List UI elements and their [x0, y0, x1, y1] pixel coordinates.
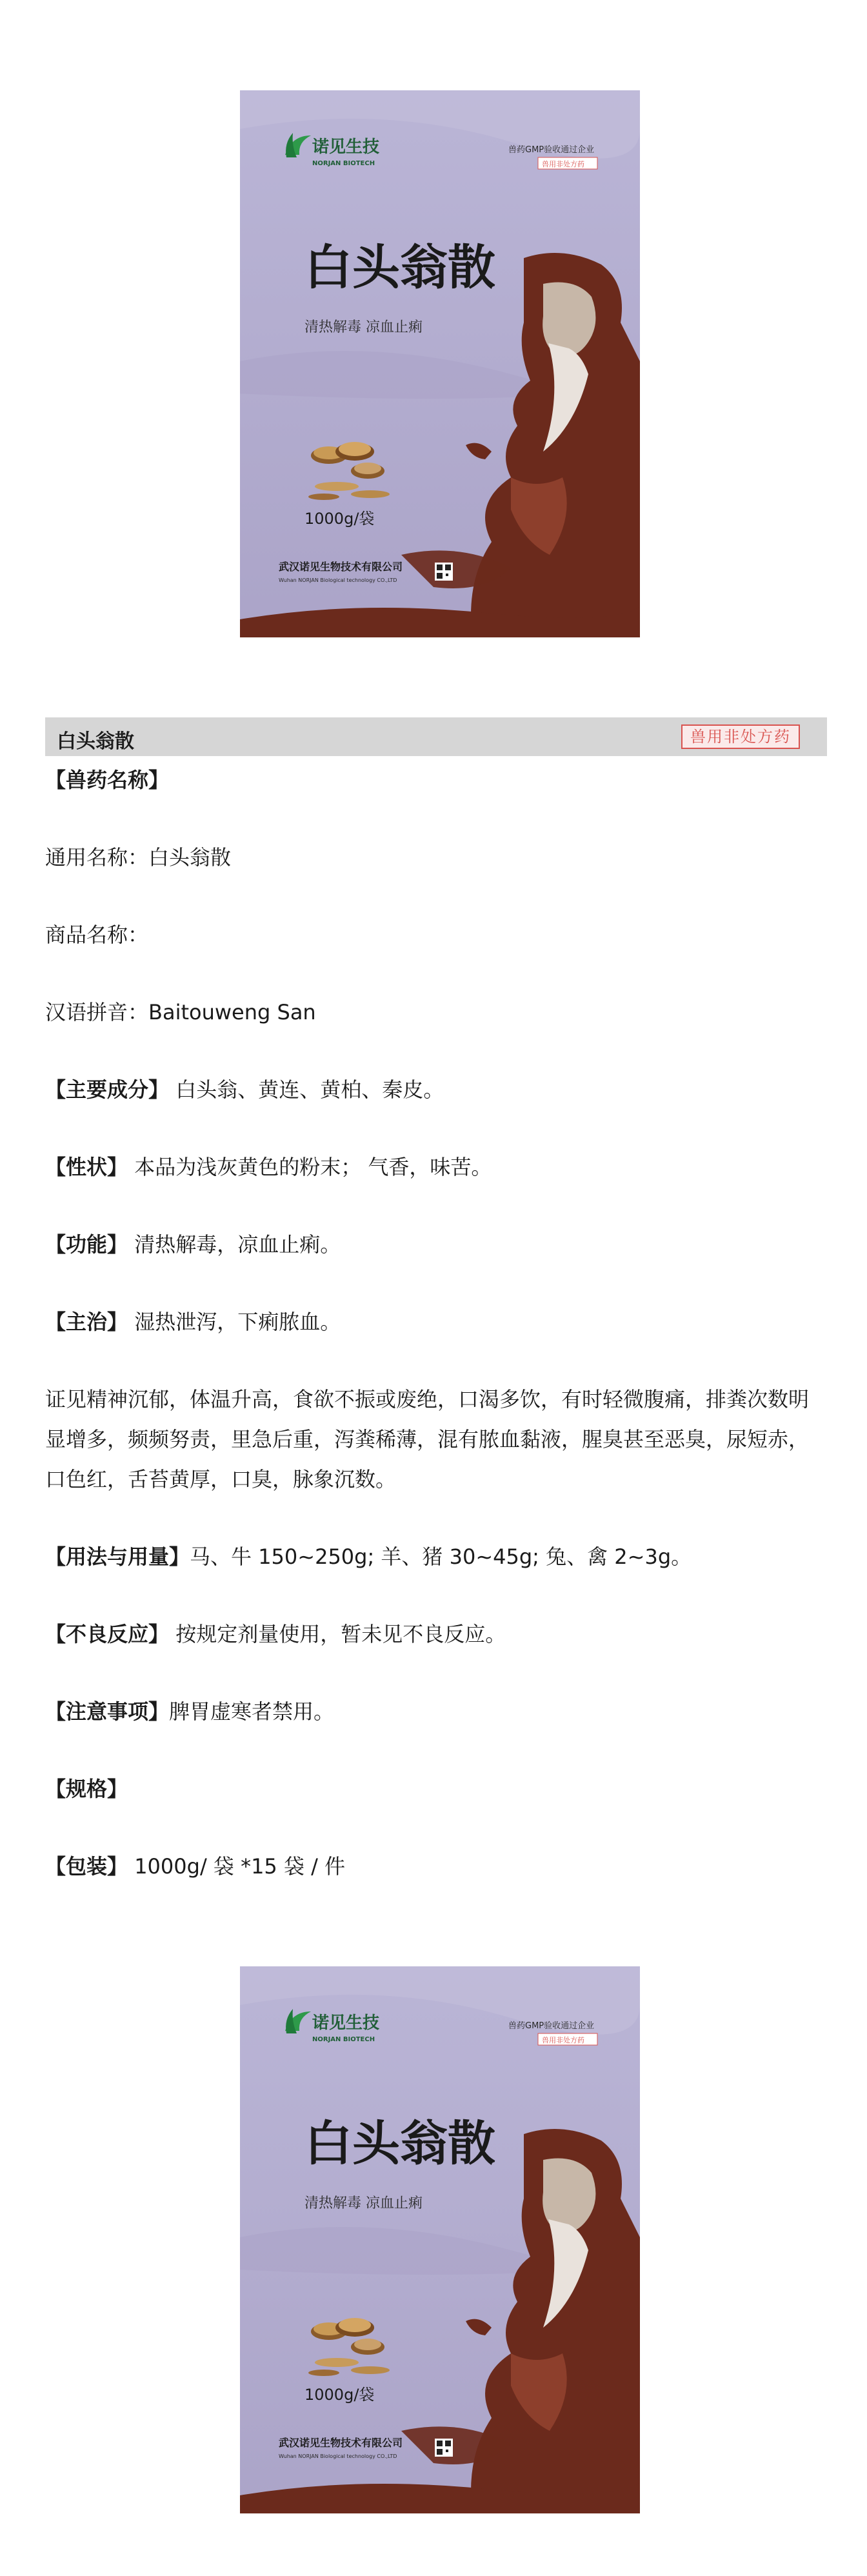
company-cn: 武汉诺见生物技术有限公司	[279, 2437, 403, 2449]
adverse-label: 【不良反应】	[45, 1622, 170, 1646]
trade-name-label: 商品名称：	[45, 923, 149, 947]
symptoms-paragraph: 证见精神沉郁，体温升高，食欲不振或废绝，口渴多饮，有时轻微腹痛，排粪次数明显增多，频频努责，里急后重，泻粪稀薄，混有脓血黏液，腥臭甚至恶臭，尿短赤，口色红，舌苔黄厚，口臭，脉象沉数。	[45, 1387, 810, 1492]
dosage-value: 马、牛 150~250g; 羊、猪 30~45g; 兔、禽 2~3g。	[190, 1544, 692, 1569]
indication-row	[45, 1302, 813, 1342]
indication-label: 【主治】	[45, 1310, 128, 1334]
product-title: 白头翁散	[57, 730, 134, 753]
spec-label: 【规格】	[45, 1777, 128, 1801]
otc-tag: 兽用非处方药	[542, 160, 584, 168]
package-artwork-bottom	[240, 1966, 640, 2513]
company-en: Wuhan NORJAN Biological technology CO.,LTD	[279, 2453, 397, 2459]
company-en: Wuhan NORJAN Biological technology CO.,LTD	[279, 577, 397, 583]
gmp-text: 兽药GMP验收通过企业	[508, 145, 595, 155]
appearance-label: 【性状】	[45, 1155, 128, 1179]
otc-badge: 兽用非处方药	[681, 724, 800, 749]
package-artwork	[240, 90, 640, 637]
brand-en: NORJAN BIOTECH	[312, 2036, 375, 2043]
appearance-row	[45, 1147, 813, 1187]
product-description	[45, 760, 813, 1886]
generic-name-label: 通用名称：	[45, 845, 149, 870]
package-row	[45, 1846, 813, 1886]
qr-code-icon	[435, 2439, 453, 2457]
indication-value: 湿热泄泻，下痢脓血。	[134, 1310, 341, 1334]
brand-cn: 诺见生技	[312, 137, 380, 157]
ingredients-label: 【主要成分】	[45, 1077, 170, 1102]
ingredients-value: 白头翁、黄连、黄柏、秦皮。	[175, 1077, 444, 1102]
package-value: 1000g/ 袋 *15 袋 / 件	[134, 1854, 346, 1879]
function-row	[45, 1224, 813, 1264]
adverse-row	[45, 1614, 813, 1654]
spec-row	[45, 1769, 813, 1809]
caution-label: 【注意事项】	[45, 1699, 170, 1724]
dosage-label: 【用法与用量】	[45, 1544, 190, 1569]
caution-value: 脾胃虚寒者禁用。	[169, 1699, 335, 1724]
product-name: 白头翁散	[304, 240, 495, 295]
trade-name-row	[45, 915, 813, 955]
pinyin-row	[45, 992, 813, 1032]
qr-code-icon	[435, 563, 453, 581]
generic-name-row	[45, 837, 813, 877]
package-label: 【包装】	[45, 1854, 128, 1879]
company-cn: 武汉诺见生物技术有限公司	[279, 561, 403, 573]
product-title-bar	[45, 717, 827, 756]
generic-name-value: 白头翁散	[148, 845, 232, 870]
appearance-value: 本品为浅灰黄色的粉末； 气香，味苦。	[134, 1155, 492, 1179]
product-package-image-top	[240, 90, 640, 637]
function-label: 【功能】	[45, 1232, 128, 1257]
brand-en: NORJAN BIOTECH	[312, 160, 375, 167]
package-weight: 1000g/袋	[304, 510, 375, 528]
product-name: 白头翁散	[304, 2116, 495, 2172]
package-weight: 1000g/袋	[304, 2386, 375, 2404]
gmp-text: 兽药GMP验收通过企业	[508, 2021, 595, 2031]
pinyin-value: Baitouweng San	[148, 1000, 316, 1024]
pinyin-label: 汉语拼音：	[45, 1000, 149, 1024]
brand-cn: 诺见生技	[312, 2013, 380, 2033]
product-slogan: 清热解毒 凉血止痢	[304, 319, 423, 335]
dosage-row	[45, 1537, 813, 1577]
ingredients-row	[45, 1070, 813, 1110]
product-package-image-bottom	[240, 1966, 640, 2513]
caution-row	[45, 1692, 813, 1732]
adverse-value: 按规定剂量使用，暂未见不良反应。	[175, 1622, 506, 1646]
otc-tag: 兽用非处方药	[542, 2036, 584, 2044]
function-value: 清热解毒，凉血止痢。	[134, 1232, 341, 1257]
product-slogan: 清热解毒 凉血止痢	[304, 2195, 423, 2212]
name-section-header: 【兽药名称】	[45, 768, 170, 792]
